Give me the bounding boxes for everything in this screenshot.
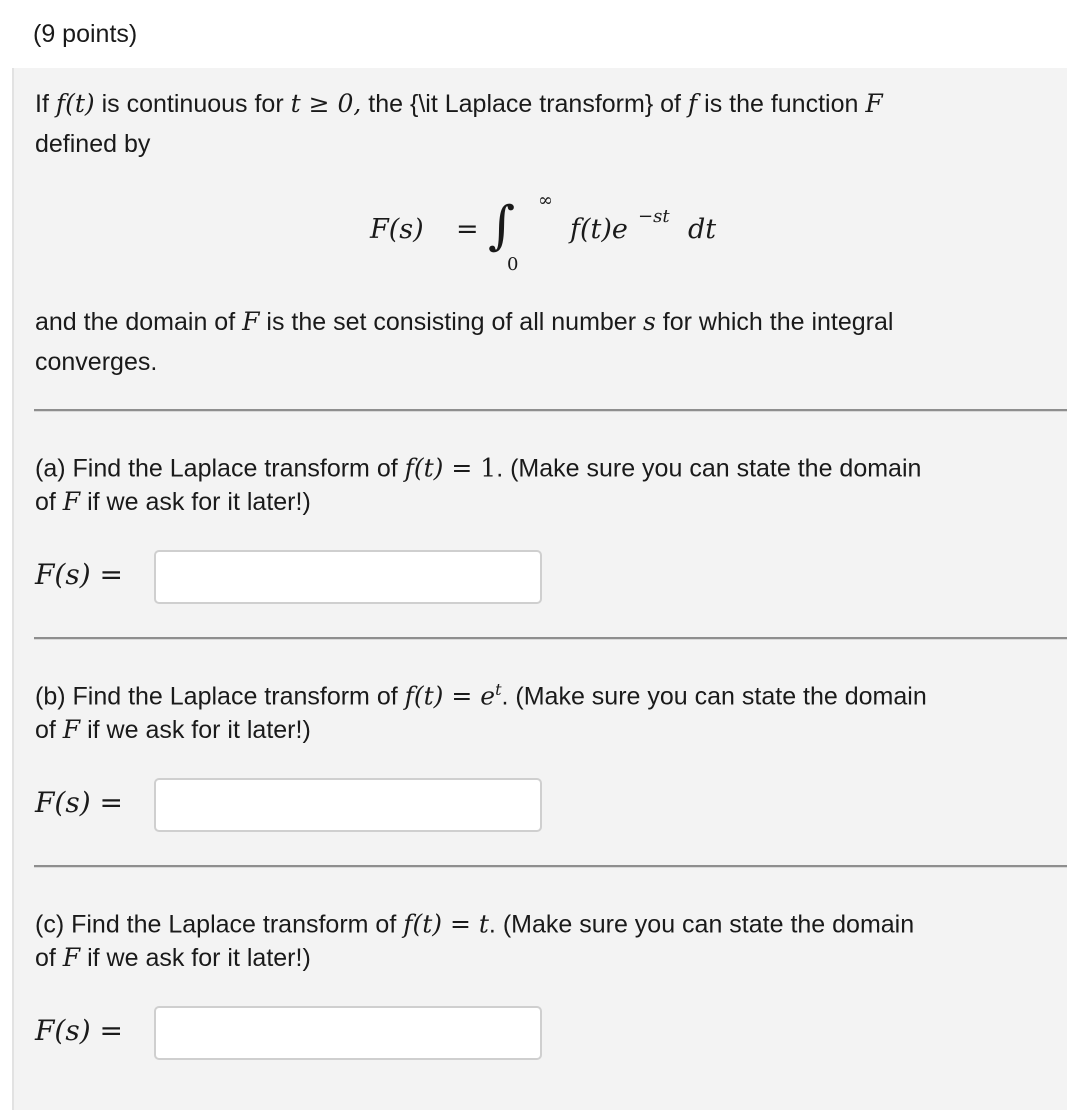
intro-line-3: and the domain of F is the set consisting of all number s for which the integral [35, 307, 894, 336]
part-c-answer-label: F(s) = [35, 1014, 124, 1047]
math-f-of-t: f(t) [55, 89, 95, 118]
math-f: f [687, 89, 698, 118]
formula-integrand: f(t)e [570, 214, 628, 245]
problem-panel [12, 68, 1067, 1110]
part-c-question-line-2: of F if we ask for it later!) [35, 943, 311, 972]
part-c-answer-input[interactable] [154, 1006, 542, 1060]
part-a-question-line-2: of F if we ask for it later!) [35, 487, 311, 516]
part-b-answer-input[interactable] [154, 778, 542, 832]
part-b-question: (b) Find the Laplace transform of $f(t) = e^t$. (Make sure you can state the domain [35, 680, 927, 711]
part-a-question: (a) Find the Laplace transform of f(t) = 1. (Make sure you can state the domain [35, 453, 922, 483]
part-a-answer-label: F(s) = [35, 558, 124, 591]
divider [34, 637, 1067, 640]
part-a-answer-input[interactable] [154, 550, 542, 604]
intro-line-2: defined by [35, 130, 151, 158]
part-b-question-line-2: of F if we ask for it later!) [35, 715, 311, 744]
intro-line-4: converges. [35, 348, 158, 376]
part-c-question: (c) Find the Laplace transform of f(t) = t. (Make sure you can state the domain [35, 909, 915, 939]
formula-exponent: −st [638, 206, 670, 227]
points-label: (9 points) [33, 20, 138, 48]
math-F: F [242, 307, 260, 336]
integral-upper-limit: ∞ [538, 190, 553, 211]
intro-line-1: If f(t) is continuous for t ≥ 0, the {\it Laplace transform} of f is the function F [35, 89, 883, 118]
formula-equals: = [456, 214, 479, 245]
part-b-answer-label: F(s) = [35, 786, 124, 819]
math-s: s [642, 307, 656, 336]
laplace-formula [370, 188, 770, 278]
divider [34, 865, 1067, 868]
math-F: F [865, 89, 883, 118]
math-condition: t ≥ 0, [290, 89, 362, 118]
formula-lhs: F(s) [370, 214, 424, 245]
divider [34, 409, 1067, 412]
formula-dt: dt [688, 214, 717, 245]
integral-sign: ∫ [488, 196, 516, 256]
problem-header [0, 0, 1067, 68]
integral-lower-limit: 0 [507, 254, 519, 275]
